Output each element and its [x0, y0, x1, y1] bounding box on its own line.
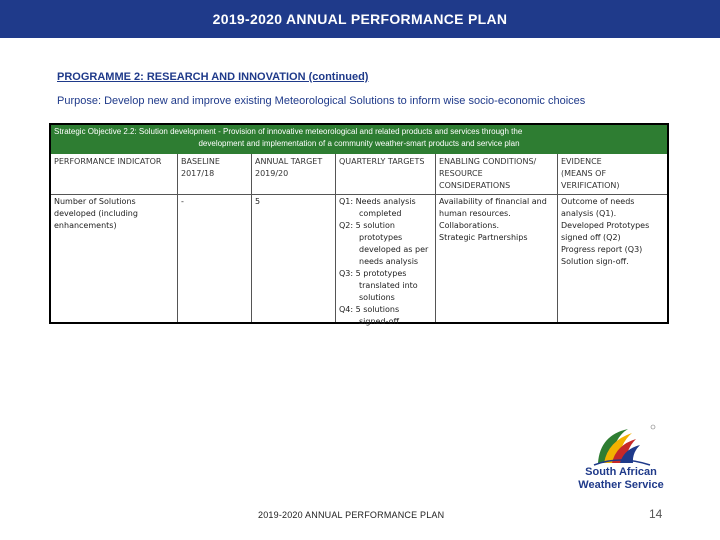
q1-line-2: completed [359, 209, 402, 218]
q2-line-3: developed as per [359, 245, 429, 254]
header-evidence-2: (MEANS OF [561, 169, 607, 178]
header-annual-target [252, 154, 334, 194]
header-title: 2019-2020 ANNUAL PERFORMANCE PLAN [212, 11, 508, 27]
enabling-line-3: Collaborations. [439, 221, 500, 230]
table-header-row [51, 154, 667, 194]
header-target-text: ANNUAL TARGET [255, 157, 323, 166]
indicator-line-2: developed (including [54, 209, 138, 218]
enabling-line-4: Strategic Partnerships [439, 233, 528, 242]
evidence-line-3: Developed Prototypes [561, 221, 650, 230]
cell-quarterly-targets [336, 194, 434, 326]
performance-table [49, 123, 669, 324]
logo-text-line-2: Weather Service [578, 479, 664, 491]
enabling-line-2: human resources. [439, 209, 511, 218]
header-bar [0, 0, 720, 38]
objective-line-1: Strategic Objective 2.2: Solution development - Provision of innovative meteorological and related products and services through the [54, 127, 523, 136]
q3-line-3: solutions [359, 293, 395, 302]
evidence-line-2: analysis (Q1). [561, 209, 617, 218]
q2-line-2: prototypes [359, 233, 403, 242]
column-divider [251, 154, 252, 322]
header-enabling-3: CONSIDERATIONS [439, 181, 511, 190]
cell-indicator [51, 194, 176, 322]
header-enabling-conditions [436, 154, 556, 194]
header-target-year: 2019/20 [255, 169, 289, 178]
cell-annual-target [252, 194, 334, 322]
header-baseline-year: 2017/18 [181, 169, 215, 178]
header-baseline-text: BASELINE [181, 157, 220, 166]
q4-line-2: signed-off [359, 317, 399, 326]
header-quarterly-text: QUARTERLY TARGETS [339, 157, 425, 166]
q4-line-1: Q4: 5 solutions [339, 305, 400, 314]
cell-enabling-conditions [436, 194, 556, 322]
indicator-line-1: Number of Solutions [54, 197, 136, 206]
evidence-line-1: Outcome of needs [561, 197, 635, 206]
q3-line-1: Q3: 5 prototypes [339, 269, 407, 278]
logo-text-line-1: South African [585, 466, 657, 478]
baseline-value: - [181, 197, 184, 206]
column-divider [335, 154, 336, 322]
header-evidence [558, 154, 667, 194]
header-indicator-text: PERFORMANCE INDICATOR [54, 157, 162, 166]
strategic-objective [51, 125, 667, 152]
evidence-line-6: Solution sign-off. [561, 257, 629, 266]
header-enabling-1: ENABLING CONDITIONS/ [439, 157, 537, 166]
evidence-line-4: signed off (Q2) [561, 233, 621, 242]
q2-line-1: Q2: 5 solution [339, 221, 395, 230]
header-evidence-3: VERIFICATION) [561, 181, 620, 190]
column-divider [435, 154, 436, 322]
header-evidence-1: EVIDENCE [561, 157, 602, 166]
enabling-line-1: Availability of financial and [439, 197, 547, 206]
header-enabling-2: RESOURCE [439, 169, 483, 178]
table-row [51, 194, 667, 326]
header-baseline [178, 154, 250, 194]
q3-line-2: translated into [359, 281, 418, 290]
programme-title: PROGRAMME 2: RESEARCH AND INNOVATION (continued) [57, 71, 369, 83]
header-indicator [51, 154, 176, 194]
q1-line-1: Q1: Needs analysis [339, 197, 416, 206]
q2-line-4: needs analysis [359, 257, 419, 266]
indicator-line-3: enhancements) [54, 221, 117, 230]
column-divider [177, 154, 178, 322]
footer-title: 2019-2020 ANNUAL PERFORMANCE PLAN [258, 510, 445, 520]
column-divider [557, 154, 558, 322]
cell-baseline [178, 194, 250, 322]
cell-evidence [558, 194, 667, 322]
objective-line-2: development and implementation of a community weather-smart products and service plan [198, 139, 520, 148]
programme-purpose: Purpose: Develop new and improve existing Meteorological Solutions to inform wise socio-economic choices [57, 95, 586, 107]
annual-target-value: 5 [255, 197, 261, 206]
evidence-line-5: Progress report (Q3) [561, 245, 643, 254]
page-number: 14 [649, 507, 663, 521]
header-quarterly-targets [336, 154, 434, 194]
